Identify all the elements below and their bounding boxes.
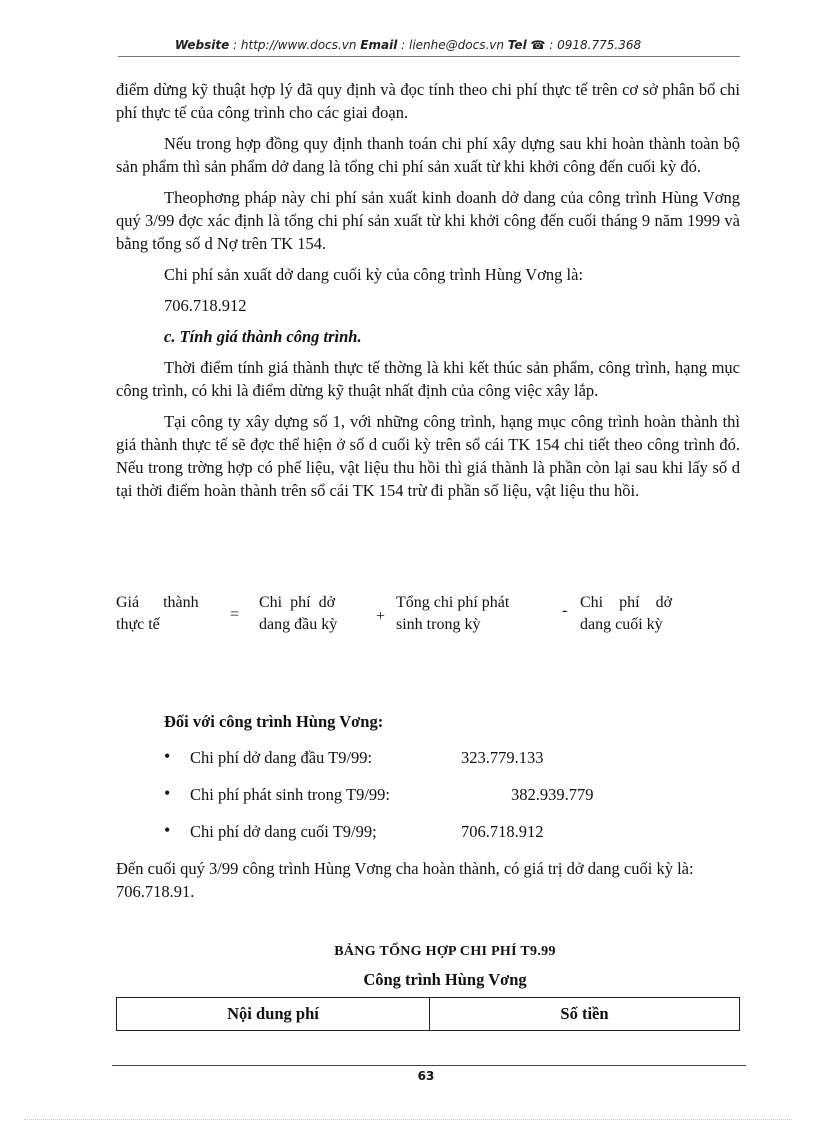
page-bottom-border <box>24 1119 792 1120</box>
cost-bullet-list <box>164 748 724 859</box>
formula-term2-line1: Tổng chi phí phát <box>396 594 510 611</box>
item-value: 382.939.779 <box>511 785 594 804</box>
item-label: Chi phí dở dang cuối T9/99; <box>190 822 377 841</box>
list-item <box>164 822 724 859</box>
footer-divider <box>112 1065 746 1066</box>
cost-summary-table <box>116 997 740 1031</box>
item-value: 323.779.133 <box>461 748 544 767</box>
formula-lhs-line1: Giá thành <box>116 594 199 611</box>
email-label: Email <box>360 38 398 52</box>
email-value: : lienhe@docs.vn <box>397 38 508 52</box>
body-text <box>116 78 740 510</box>
item-value: 706.718.912 <box>461 822 544 841</box>
bullet-icon: • <box>164 820 171 840</box>
website-label: Website <box>174 38 230 52</box>
formula-term2-line2: sinh trong kỳ <box>396 616 481 633</box>
paragraph-5-value: 706.718.912 <box>164 296 247 315</box>
formula-term3-line2: dang cuối kỳ <box>580 616 663 633</box>
page-header <box>0 38 816 52</box>
paragraph-7: Tại công ty xây dựng số 1, với những công trình, hạng mục công trình hoàn thành thì giá thành thực tế sẽ đợc thể hiện ở số d cuối kỳ trên sổ cái TK 154 chi tiết theo công trình đó. Nếu trong trờng hợp có phế liệu, vật liệu thu hồi thì giá thành là phần còn lại sau khi lấy số d tại thời điểm hoàn thành trên sổ cái TK 154 trừ đi phần số liệu, vật liệu thu hồi. <box>116 412 740 500</box>
bullet-icon: • <box>164 783 171 803</box>
table-title: BẢNG TỔNG HỢP CHI PHÍ T9.99 <box>334 944 556 959</box>
formula-term1-line2: dang đầu kỳ <box>259 616 338 633</box>
formula-minus: - <box>562 602 568 619</box>
list-item <box>164 748 724 785</box>
paragraph-4: Chi phí sản xuất dở dang cuối kỳ của công trình Hùng Vơng là: <box>164 265 584 284</box>
formula-equals: = <box>230 606 240 623</box>
item-label: Chi phí phát sinh trong T9/99: <box>190 785 390 804</box>
conclusion-paragraph: Đến cuối quý 3/99 công trình Hùng Vơng cha hoàn thành, có giá trị dở dang cuối kỳ là: 706.718.91. <box>116 859 694 901</box>
section-heading-c: c. Tính giá thành công trình. <box>164 327 362 346</box>
project-heading: Đối với công trình Hùng Vơng: <box>164 712 384 731</box>
paragraph-1: điểm dừng kỹ thuật hợp lý đã quy định và đọc tính theo chi phí thực tế trên cơ sở phân bổ chi phí thực tế của công trình cho các giai đoạn. <box>116 80 740 122</box>
table-header-amount: Số tiền <box>560 1004 609 1023</box>
table-header-content: Nội dung phí <box>117 998 430 1030</box>
formula-term1-line1: Chi phí dở <box>259 594 336 611</box>
header-divider <box>118 56 740 57</box>
page-number: 63 <box>417 1069 435 1083</box>
table-subtitle: Công trình Hùng Vơng <box>363 970 527 989</box>
paragraph-3: Theophơng pháp này chi phí sản xuất kinh doanh dở dang của công trình Hùng Vơng quý 3/99 đợc xác định là tổng chi phí sản xuất từ khi khởi công đến cuối tháng 9 năm 1999 và bằng tổng số d Nợ trên TK 154. <box>116 188 740 253</box>
paragraph-6: Thời điểm tính giá thành thực tế thờng là khi kết thúc sản phẩm, công trình, hạng mục công trình, có khi là điểm dừng kỹ thuật nhất định của công việc xây lắp. <box>116 358 740 400</box>
formula-lhs-line2: thực tế <box>116 616 160 633</box>
tel-label: Tel <box>507 38 527 52</box>
tel-value: ☎ : 0918.775.368 <box>526 38 642 52</box>
website-value: : http://www.docs.vn <box>229 38 361 52</box>
formula-term3-line1: Chi phí dở <box>580 594 673 611</box>
formula-plus: + <box>376 608 386 625</box>
item-label: Chi phí dở dang đầu T9/99: <box>190 748 373 767</box>
cost-formula <box>116 592 740 640</box>
paragraph-2: Nếu trong hợp đồng quy định thanh toán chi phí xây dựng sau khi hoàn thành toàn bộ sản phẩm thì sản phẩm dở dang là tổng chi phí sản xuất từ khi khởi công đến cuối kỳ đó. <box>116 134 740 176</box>
bullet-icon: • <box>164 746 171 766</box>
list-item <box>164 785 724 822</box>
